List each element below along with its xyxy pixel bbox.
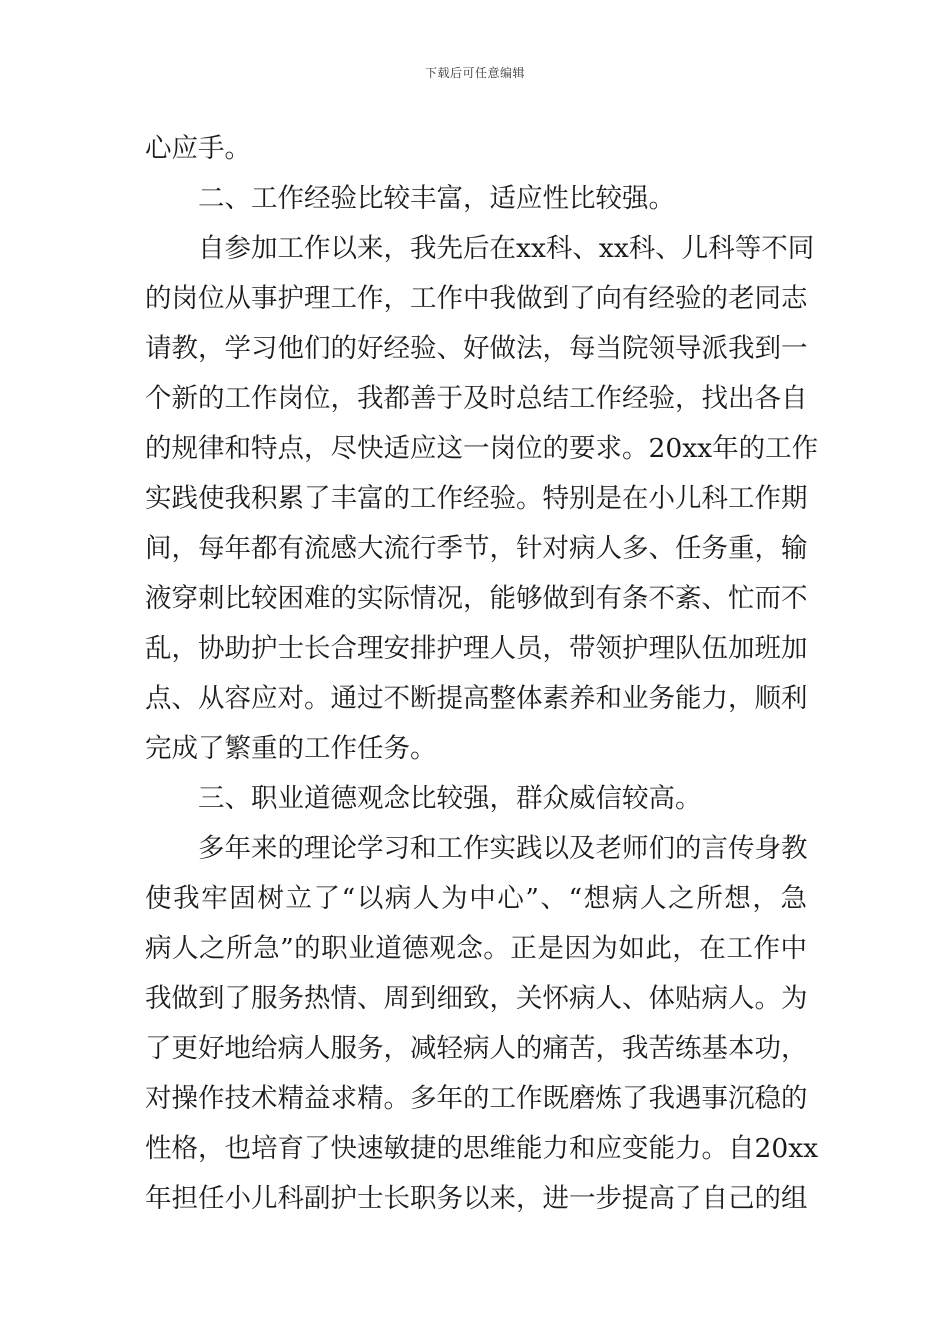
body-line: 年担任小儿科副护士长职务以来，进一步提高了自己的组 (145, 1183, 808, 1214)
body-line: 点、从容应对。通过不断提高整体素养和业务能力，顺利 (145, 683, 808, 714)
body-line: 的岗位从事护理工作，工作中我做到了向有经验的老同志 (145, 283, 808, 314)
body-line: 的规律和特点，尽快适应这一岗位的要求。20xx年的工作 (145, 433, 819, 464)
body-line: 对操作技术精益求精。多年的工作既磨炼了我遇事沉稳的 (145, 1083, 808, 1114)
page-header: 下载后可任意编辑 (424, 66, 525, 80)
body-line: 自参加工作以来，我先后在xx科、xx科、儿科等不同 (198, 233, 815, 264)
body-line: 实践使我积累了丰富的工作经验。特别是在小儿科工作期 (145, 483, 808, 514)
body-line: 乱，协助护士长合理安排护理人员，带领护理队伍加班加 (145, 633, 808, 664)
body-line: 我做到了服务热情、周到细致，关怀病人、体贴病人。为 (145, 983, 808, 1014)
body-line: 间，每年都有流感大流行季节，针对病人多、任务重，输 (145, 533, 808, 564)
body-line: 心应手。 (145, 133, 251, 164)
section-heading: 三、职业道德观念比较强，群众威信较高。 (198, 783, 702, 814)
body-line: 性格，也培育了快速敏捷的思维能力和应变能力。自20xx (145, 1133, 819, 1164)
body-line: 液穿刺比较困难的实际情况，能够做到有条不紊、忙而不 (145, 583, 808, 614)
section-heading: 二、工作经验比较丰富，适应性比较强。 (198, 183, 675, 214)
body-line: 病人之所急”的职业道德观念。正是因为如此，在工作中 (145, 933, 807, 964)
body-line: 完成了繁重的工作任务。 (145, 733, 437, 764)
body-line: 使我牢固树立了“以病人为中心”、“想病人之所想，急 (145, 883, 807, 914)
body-line: 请教，学习他们的好经验、好做法，每当院领导派我到一 (145, 333, 808, 364)
body-line: 了更好地给病人服务，减轻病人的痛苦，我苦练基本功， (145, 1033, 808, 1064)
body-line: 个新的工作岗位，我都善于及时总结工作经验，找出各自 (145, 383, 808, 414)
body-line: 多年来的理论学习和工作实践以及老师们的言传身教 (198, 833, 808, 864)
